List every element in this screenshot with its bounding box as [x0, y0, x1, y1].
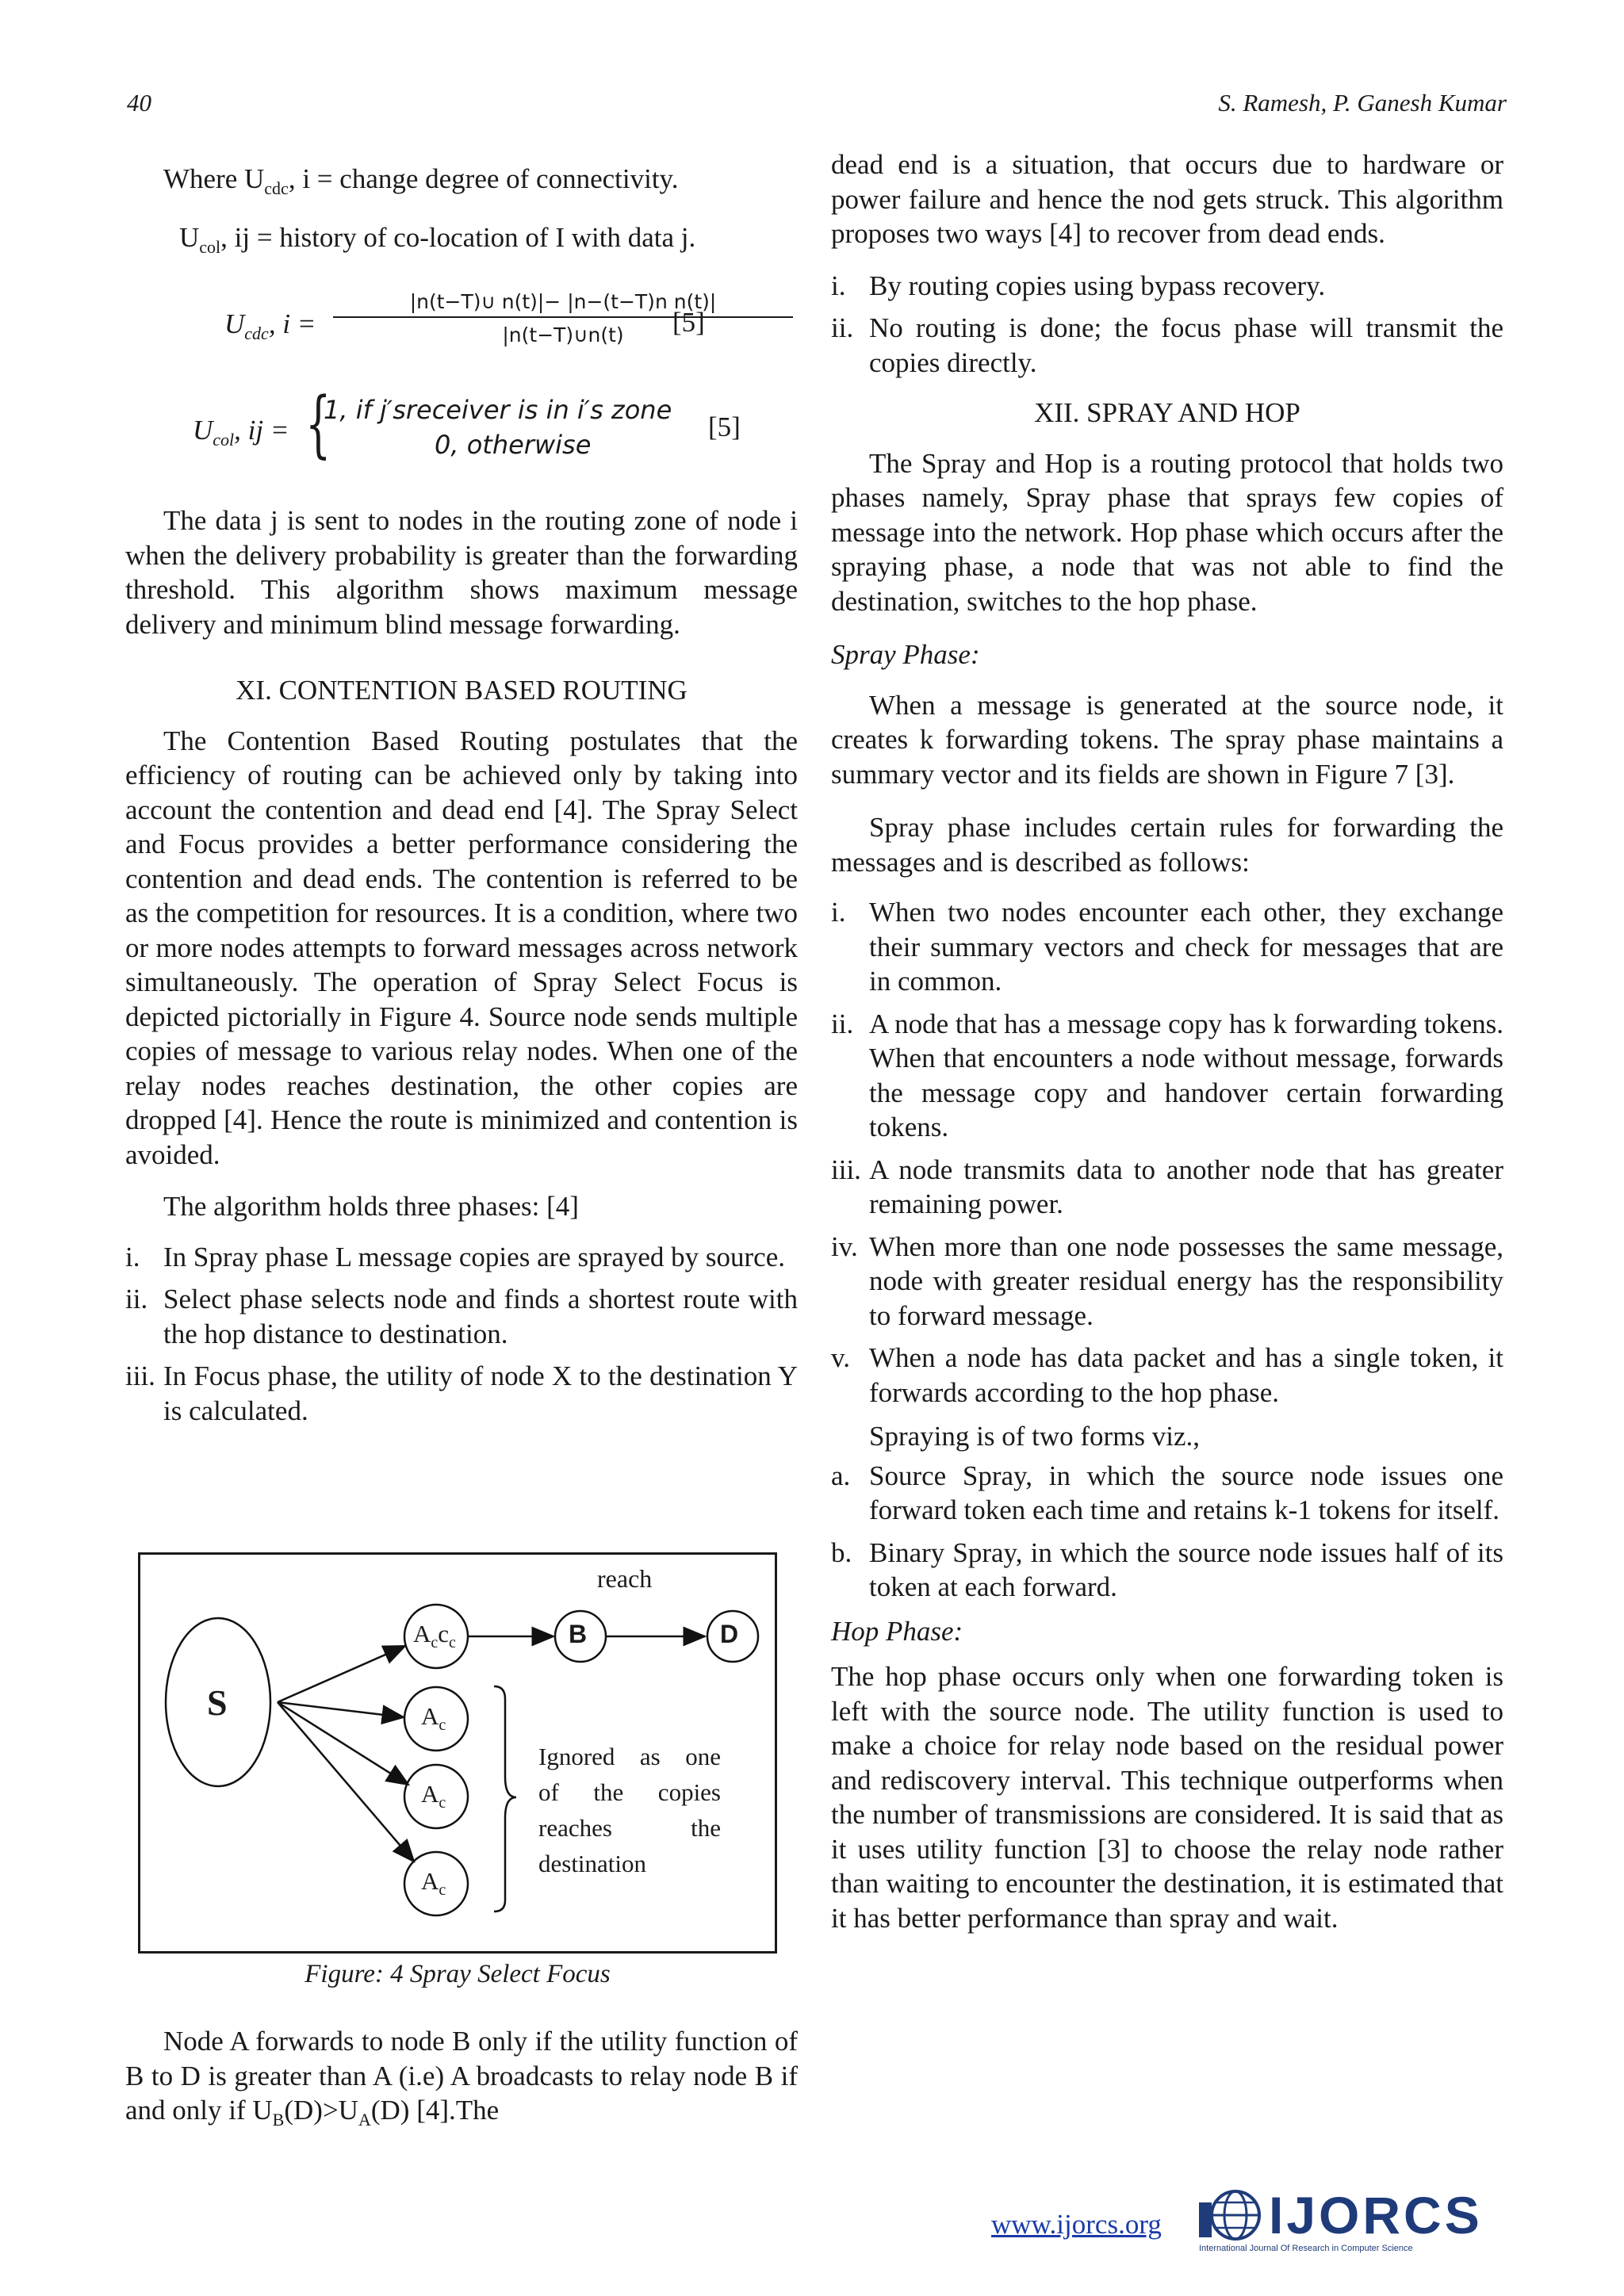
logo-tagline: International Journal Of Research in Computer Science	[1199, 2244, 1413, 2253]
ignored-note: Ignored as one of the copies reaches the destination	[538, 1743, 721, 1877]
list-item: i. By routing copies using bypass recovery.	[831, 270, 1326, 301]
paragraph-utility: Node A forwards to node B only if the utility function of B to D is greater than A (i.e) A broadcasts to relay node B if and only if $U_B(D)>U_A(D)$ [4].The	[125, 2026, 798, 2130]
list-item: iv. When more than one node possesses the same message, node with greater residual energy has the responsibility to forward message.	[831, 1230, 1503, 1331]
right-brace	[494, 1686, 516, 1911]
paragraph-delivery: The data j is sent to nodes in the routing zone of node i when the delivery probability is greater than the forwarding threshold. This algorithm shows maximum message delivery and minimum blind message forwarding.	[125, 505, 798, 640]
phases-list	[125, 1240, 798, 1429]
edge-s-accc	[278, 1646, 405, 1702]
definition-ucdc: Where $U_{cdc}$, i = change degree of connectivity.	[163, 163, 679, 198]
hop-phase-heading: Hop Phase:	[831, 1615, 963, 1647]
node-s-label: S	[207, 1682, 228, 1723]
left-brace: {	[305, 381, 331, 466]
running-header-authors: S. Ramesh, P. Ganesh Kumar	[1218, 89, 1507, 117]
section-heading-xii: XII. SPRAY AND HOP	[1034, 397, 1300, 428]
paragraph-spray-phase: When a message is generated at the source node, it creates k forwarding tokens. The spray phase maintains a summary vector and its fields are shown in Figure 7 [3].	[831, 689, 1503, 790]
equation-ucdc: $U_{cdc}$, i = |n(t−T)∪ n(t)|− |n−(t−T)n n(t)| |n(t−T)∪n(t) [5]	[125, 288, 798, 361]
node-d-label: D	[720, 1620, 739, 1648]
right-column	[831, 147, 1503, 1935]
node-b-label: B	[569, 1620, 588, 1648]
paragraph-spray-rules: Spray phase includes certain rules for forwarding the messages and is described as follows:	[831, 812, 1503, 878]
equation-ucol: $U_{col}$, ij = { 1, if j′sreceiver is in i′s zone 0, otherwise [5]	[193, 381, 741, 466]
paragraph-hop-phase: The hop phase occurs only when one forwarding token is left with the source node. The utility function is used to make a choice for relay node based on the residual power and rediscovery interval. This technique outperforms when the number of transmissions are considered. It is said that as it uses utility function [3] to choose the relay node rather than waiting to encounter the destination, it is estimated that it has better performance than spray and wait.	[831, 1661, 1503, 1934]
section-heading-xi: XI. CONTENTION BASED ROUTING	[236, 675, 688, 706]
figure-spray-select-focus	[138, 1552, 777, 1954]
list-item: a. Source Spray, in which the source node issues one forward token each time and retains k-1 tokens for itself.	[831, 1460, 1503, 1525]
paragraph-dead-end: dead end is a situation, that occurs due to hardware or power failure and hence the nod gets struck. This algorithm proposes two ways [4] to recover from dead ends.	[831, 149, 1503, 249]
node-ac-label: $A_c$	[421, 1780, 446, 1812]
paragraph-spraying-forms: Spraying is of two forms viz.,	[869, 1421, 1201, 1452]
paragraph-contention: The Contention Based Routing postulates that the efficiency of routing can be achieved only by taking into account the contention and dead end [4]. The Spray Select and Focus provides a better performance considering the contention and dead ends. The contention is referred to be as the competition for resources. It is a condition, where two or more nodes attempts to forward messages across network simultaneously. The operation of Spray Select Focus is depicted pictorially in Figure 4. Source node sends multiple copies of message to various relay nodes. When one of the relay nodes reaches destination, the other copies are dropped [4]. Hence the route is minimized and contention is avoided.	[125, 725, 798, 1170]
reach-label: reach	[597, 1564, 653, 1593]
journal-url-link[interactable]: www.ijorcs.org	[991, 2209, 1162, 2240]
list-item: iii. A node transmits data to another node that has greater remaining power.	[831, 1154, 1503, 1219]
node-accc-label: $A_cc_c$	[413, 1620, 456, 1652]
ijorcs-logo	[1196, 2187, 1497, 2258]
node-ac-label: $A_c$	[421, 1702, 446, 1735]
recovery-list	[831, 269, 1503, 381]
left-column-bottom	[125, 2024, 798, 2137]
spray-forms-list	[831, 1459, 1503, 1605]
list-item: b. Binary Spray, in which the source node issues half of its token at each forward.	[831, 1536, 1503, 1602]
list-item: v. When a node has data packet and has a single token, it forwards according to the hop phase.	[831, 1342, 1503, 1408]
node-ac-label: $A_c$	[421, 1867, 446, 1900]
list-item: ii. Select phase selects node and finds a shortest route with the hop distance to destination.	[125, 1284, 798, 1349]
logo-text: IJORCS	[1269, 2186, 1483, 2244]
spray-phase-heading: Spray Phase:	[831, 639, 980, 670]
paragraph-spray-hop: The Spray and Hop is a routing protocol that holds two phases namely, Spray phase that sprays few copies of message into the network. Hop phase which occurs after the spraying phase, a node that was not able to find the destination, switches to the hop phase.	[831, 447, 1503, 617]
edge-s-ac3	[278, 1702, 414, 1862]
paragraph-phases-intro: The algorithm holds three phases: [4]	[163, 1191, 579, 1222]
list-item: ii. No routing is done; the focus phase will transmit the copies directly.	[831, 312, 1503, 378]
list-item: i. When two nodes encounter each other, they exchange their summary vectors and check for messages that are in common.	[831, 897, 1503, 997]
figure-caption: Figure: 4 Spray Select Focus	[304, 1960, 611, 1988]
definition-ucol: $U_{col}$, ij = history of co-location of I with data j.	[179, 221, 696, 257]
page-number: 40	[127, 89, 151, 117]
spray-rules-list	[831, 895, 1503, 1410]
list-item: i. In Spray phase L message copies are sprayed by source.	[125, 1241, 785, 1272]
left-column	[125, 162, 798, 1436]
list-item: ii. A node that has a message copy has k forwarding tokens. When that encounters a node without message, forwards the message copy and handover certain forwarding tokens.	[831, 1008, 1503, 1142]
list-item: iii. In Focus phase, the utility of node X to the destination Y is calculated.	[125, 1360, 798, 1426]
